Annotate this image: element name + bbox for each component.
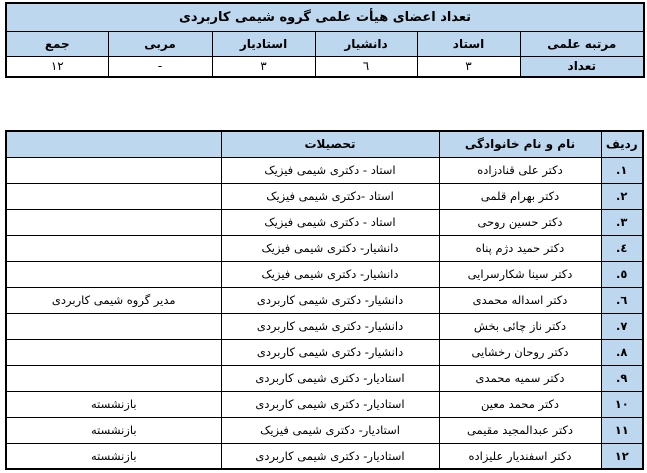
table-row [6,417,643,443]
member-name: دکتر سینا شکارسرایی [439,261,601,287]
member-name: دکتر حمید دژم پناه [439,235,601,261]
member-name: دکتر ناز چائی بخش [439,313,601,339]
member-row-number: ١١ [601,417,643,443]
table-row [6,443,643,469]
table-row [6,339,643,365]
member-row-number: ٦. [601,287,643,313]
faculty-members-table [5,130,644,470]
member-note [6,365,221,391]
members-header-education: تحصیلات [221,131,439,157]
summary-row-label: تعداد [520,56,644,77]
summary-value-professor: ٣ [417,56,520,77]
member-name: دکتر حسین روحی [439,209,601,235]
members-header-row-number: ردیف [601,131,643,157]
member-note [6,183,221,209]
table-row [6,209,643,235]
member-education: دانشیار- دکتری شیمی کاربردی [221,287,439,313]
member-name: دکتر روحان رخشایی [439,339,601,365]
member-education: استاد - دکتری شیمی فیزیک [221,157,439,183]
member-note: بازنشسته [6,443,221,469]
member-note: مدیر گروه شیمی کاربردی [6,287,221,313]
member-education: دانشیار- دکتری شیمی فیزیک [221,235,439,261]
member-row-number: ٤. [601,235,643,261]
members-header-name: نام و نام خانوادگی [439,131,601,157]
member-education: دانشیار- دکتری شیمی کاربردی [221,339,439,365]
member-row-number: ٧. [601,313,643,339]
member-row-number: ٢. [601,183,643,209]
member-education: استادیار- دکتری شیمی فیزیک [221,417,439,443]
member-education: استادیار- دکتری شیمی کاربردی [221,391,439,417]
members-header-note [6,131,221,157]
member-education: استاد -دکتری شیمی فیزیک [221,183,439,209]
member-row-number: ١٢ [601,443,643,469]
summary-value-instructor: - [108,56,212,77]
member-note [6,313,221,339]
members-header-row [6,131,643,157]
summary-header-row [6,31,644,56]
member-education: استادیار- دکتری شیمی کاربردی [221,365,439,391]
summary-table-title: تعداد اعضای هیأت علمی گروه شیمی کاربردی [6,3,644,31]
member-row-number: ٥. [601,261,643,287]
summary-header-associate: دانشیار [315,31,417,56]
summary-value-associate: ٦ [315,56,417,77]
member-name: دکتر اسداله محمدی [439,287,601,313]
member-name: دکتر محمد معین [439,391,601,417]
member-note [6,339,221,365]
member-name: دکتر اسفندیار علیزاده [439,443,601,469]
member-row-number: ١٠ [601,391,643,417]
faculty-summary-table [5,2,645,78]
member-row-number: ١. [601,157,643,183]
member-name: دکتر سمیه محمدی [439,365,601,391]
table-row [6,313,643,339]
summary-value-assistant: ٣ [212,56,315,77]
summary-header-assistant: استادیار [212,31,315,56]
member-note: بازنشسته [6,391,221,417]
member-note: بازنشسته [6,417,221,443]
member-education: استاد - دکتری شیمی فیزیک [221,209,439,235]
summary-title-row [6,3,644,31]
member-note [6,157,221,183]
summary-value-total: ١٢ [6,56,108,77]
member-name: دکتر علی قنادزاده [439,157,601,183]
summary-header-rank: مرتبه علمی [520,31,644,56]
table-row [6,183,643,209]
member-name: دکتر بهرام قلمی [439,183,601,209]
member-education: دانشیار- دکتری شیمی کاربردی [221,313,439,339]
summary-header-professor: استاد [417,31,520,56]
member-row-number: ٩. [601,365,643,391]
member-education: استادیار- دکتری شیمی کاربردی [221,443,439,469]
member-name: دکتر عبدالمجید مقیمی [439,417,601,443]
member-row-number: ٨. [601,339,643,365]
table-row [6,391,643,417]
member-note [6,261,221,287]
member-row-number: ٣. [601,209,643,235]
member-note [6,235,221,261]
table-row [6,157,643,183]
table-row [6,261,643,287]
table-row [6,365,643,391]
summary-header-total: جمع [6,31,108,56]
member-education: دانشیار- دکتری شیمی فیزیک [221,261,439,287]
summary-header-instructor: مربی [108,31,212,56]
table-row [6,235,643,261]
table-row [6,287,643,313]
member-note [6,209,221,235]
summary-values-row [6,56,644,77]
